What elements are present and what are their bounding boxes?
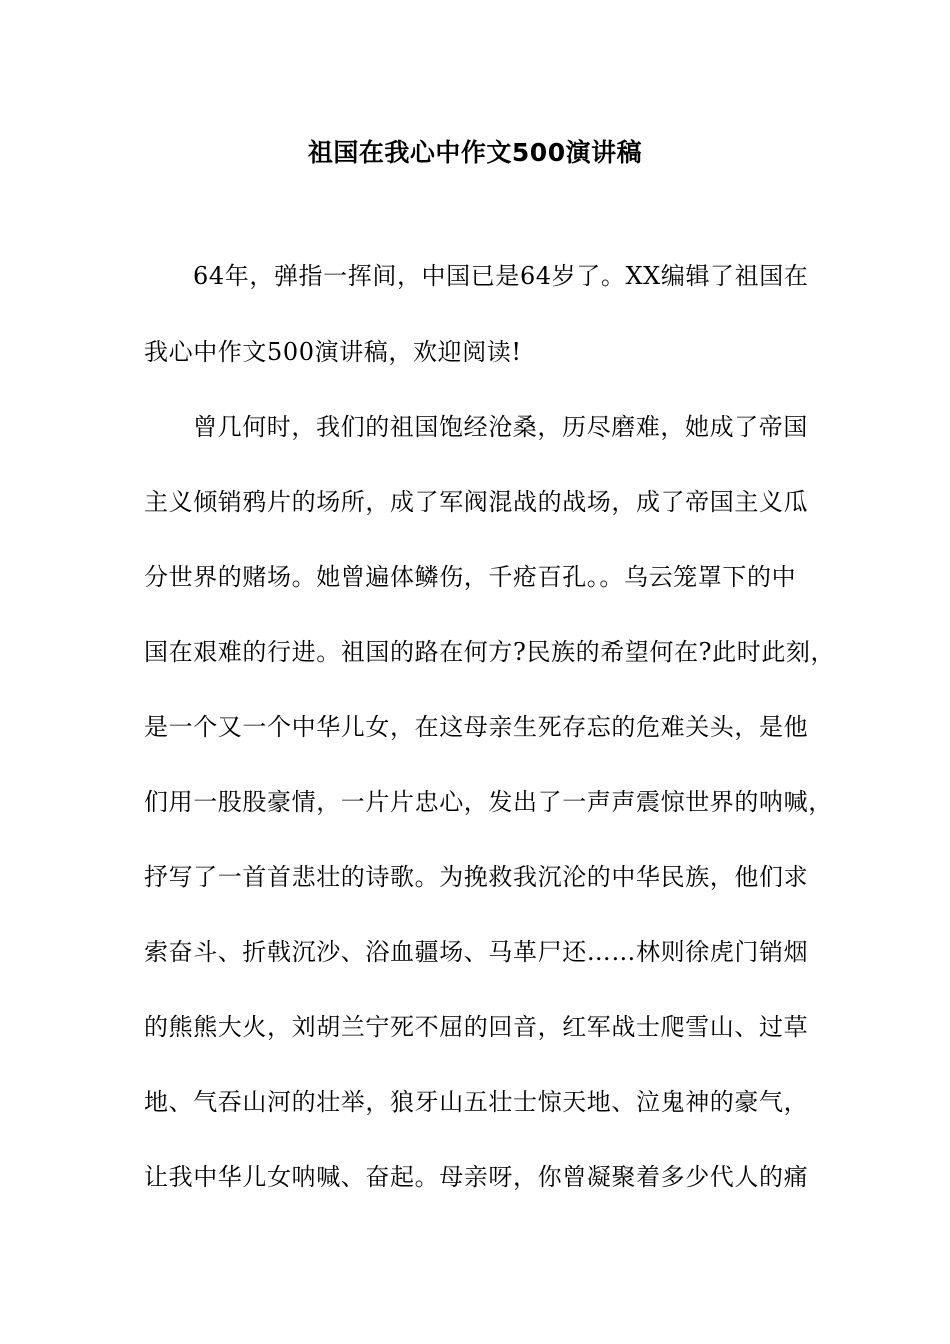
paragraph-2-line-2: 主义倾销鸦片的场所，成了军阀混战的战场，成了帝国主义瓜 — [144, 488, 809, 516]
paragraph-2-line-11: 让我中华儿女呐喊、奋起。母亲呀，你曾凝聚着多少代人的痛 — [144, 1163, 809, 1191]
paragraph-1-line-1: 64年，弹指一挥间，中国已是64岁了。XX编辑了祖国在 — [193, 262, 809, 290]
paragraph-2-line-10: 地、气吞山河的壮举，狼牙山五壮士惊天地、泣鬼神的豪气， — [144, 1088, 809, 1116]
paragraph-2-line-9: 的熊熊大火，刘胡兰宁死不屈的回音，红军战士爬雪山、过草 — [144, 1013, 809, 1041]
paragraph-2-line-1: 曾几何时，我们的祖国饱经沧桑，历尽磨难，她成了帝国 — [193, 413, 808, 441]
paragraph-2-line-5: 是一个又一个中华儿女，在这母亲生死存忘的危难关头，是他 — [144, 713, 809, 741]
paragraph-2-line-7: 抒写了一首首悲壮的诗歌。为挽救我沉沦的中华民族，他们求 — [144, 863, 809, 891]
paragraph-2-line-4: 国在艰难的行进。祖国的路在何方?民族的希望何在?此时此刻， — [144, 638, 836, 666]
document-title: 祖国在我心中作文500演讲稿 — [307, 138, 643, 167]
paragraph-1-line-2: 我心中作文500演讲稿，欢迎阅读! — [144, 338, 522, 366]
paragraph-2-line-3: 分世界的赌场。她曾遍体鳞伤，千疮百孔。。乌云笼罩下的中 — [144, 563, 797, 591]
paragraph-2-line-8: 索奋斗、折戟沉沙、浴血疆场、马革尸还……林则徐虎门销烟 — [144, 938, 809, 966]
paragraph-2-line-6: 们用一股股豪情，一片片忠心，发出了一声声震惊世界的呐喊， — [144, 788, 833, 816]
